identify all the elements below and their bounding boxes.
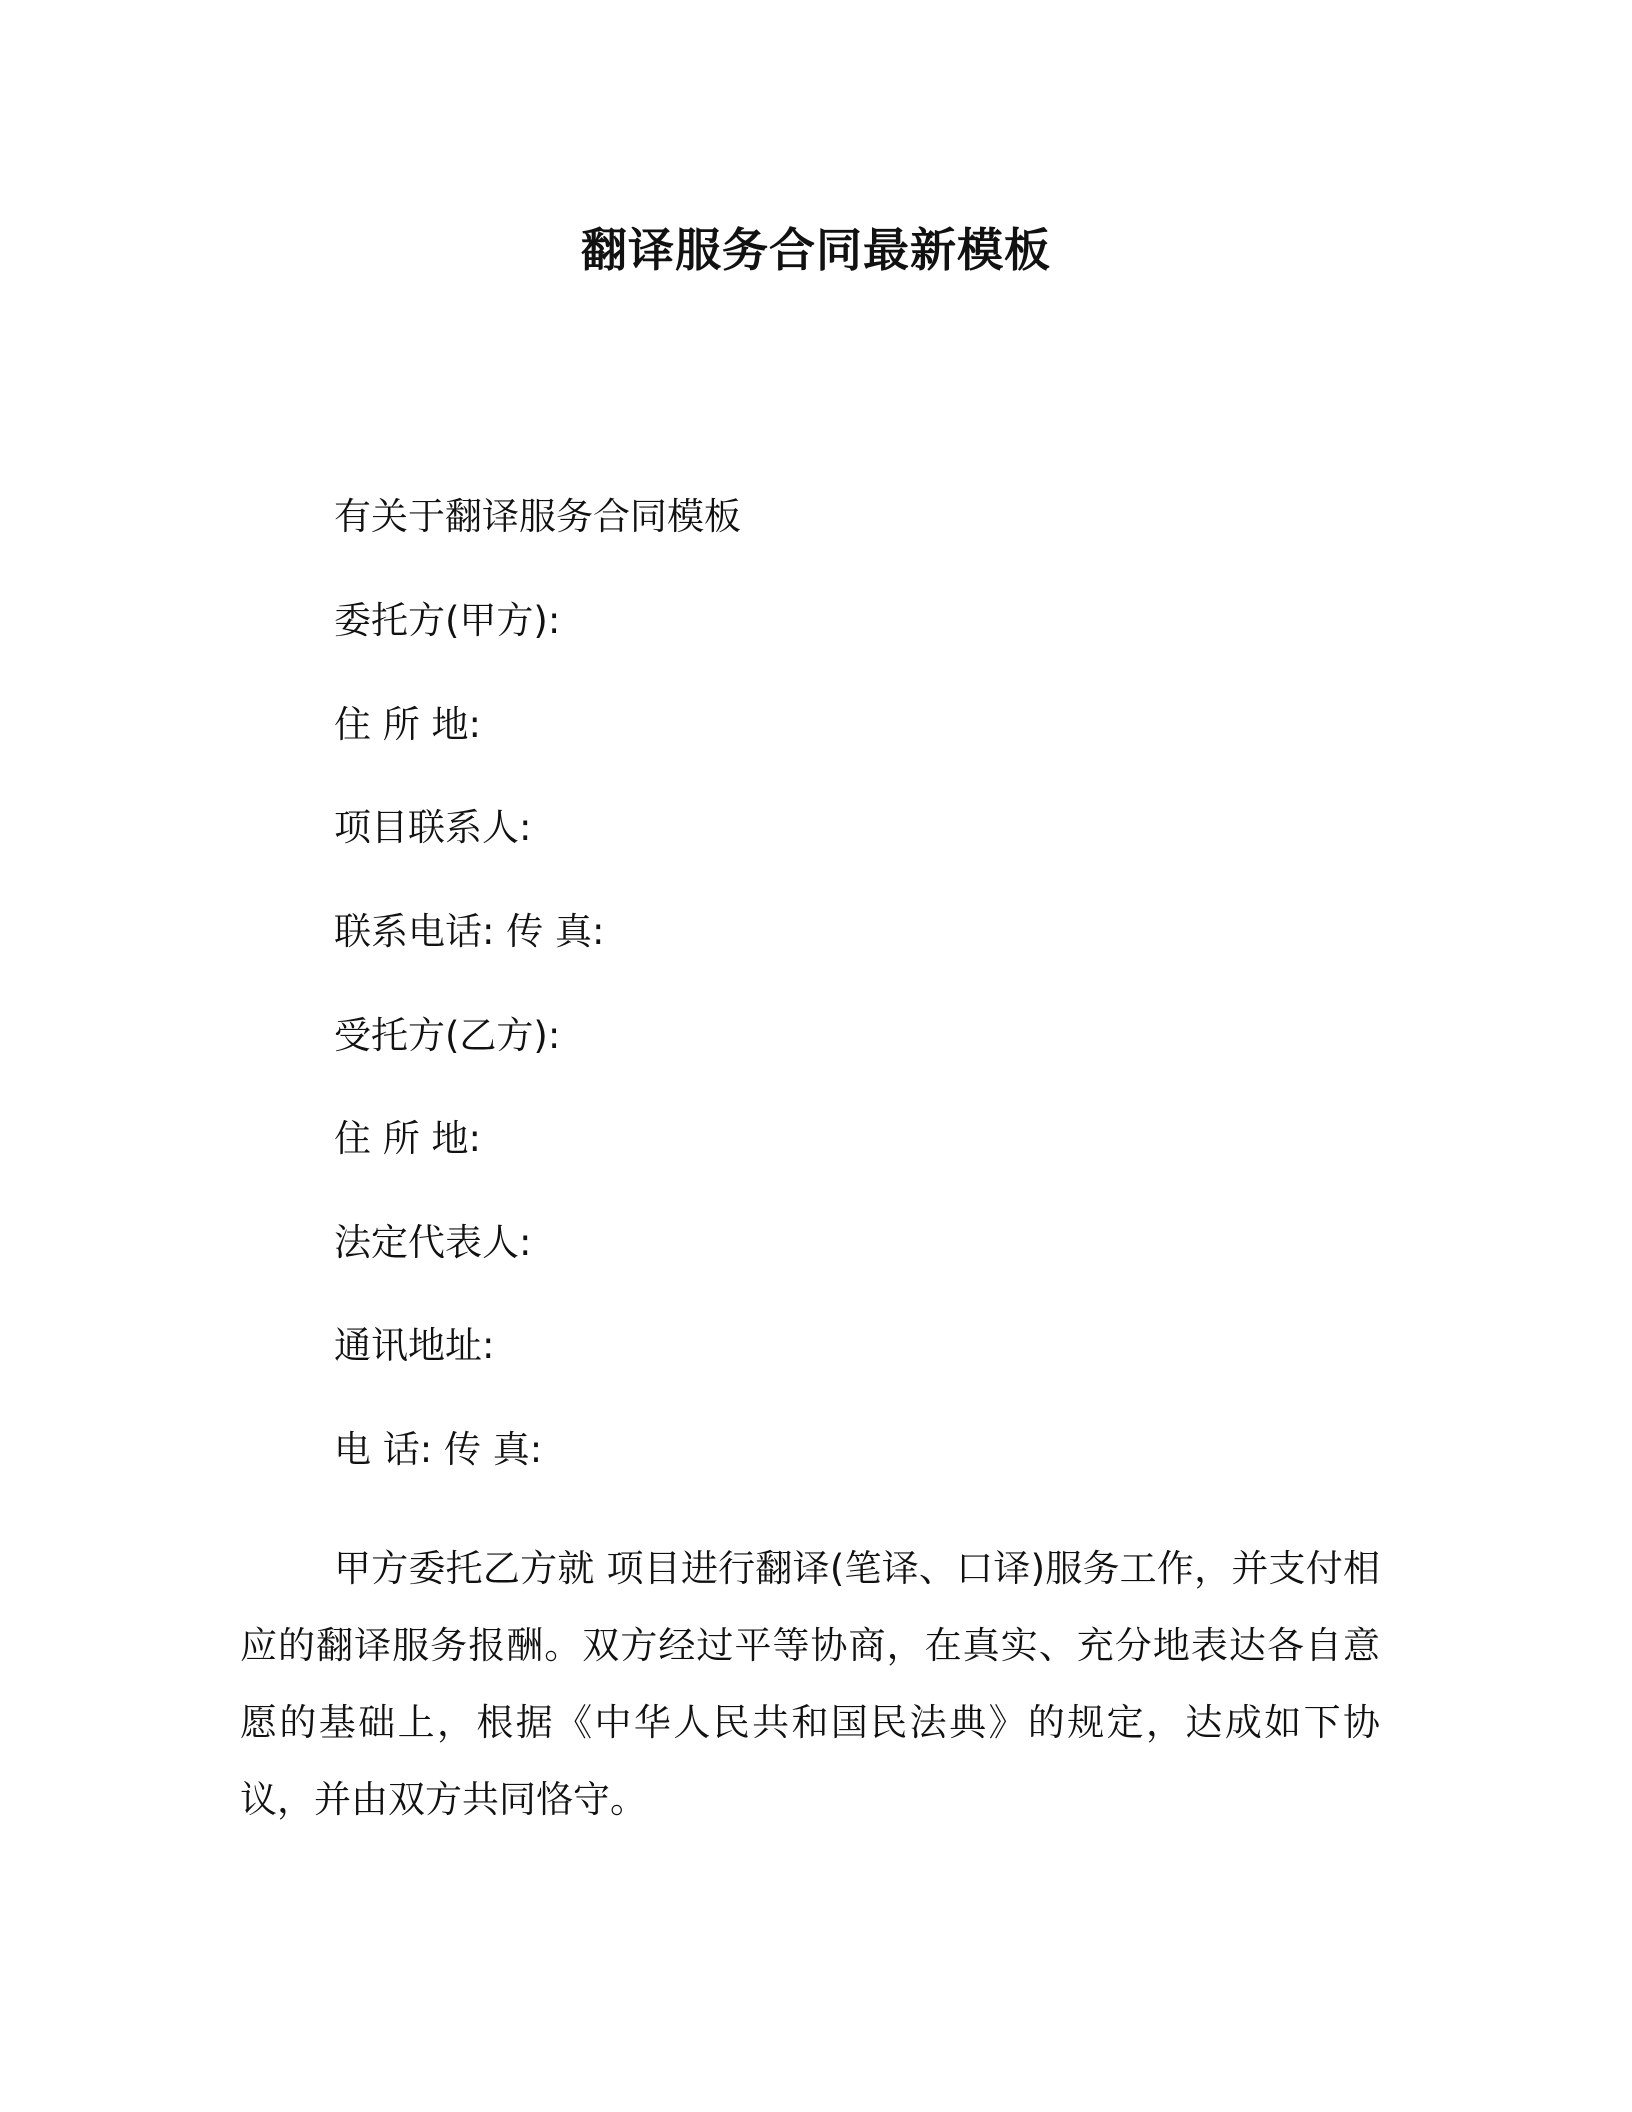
party-b-phone-fax: 电 话: 传 真: [334, 1428, 543, 1471]
party-b-address: 住 所 地: [334, 1117, 481, 1160]
party-b-representative: 法定代表人: [334, 1221, 532, 1264]
party-a-address: 住 所 地: [334, 703, 481, 746]
document-subtitle: 有关于翻译服务合同模板 [334, 495, 741, 538]
contract-body-paragraph: 甲方委托乙方就 项目进行翻译(笔译、口译)服务工作，并支付相应的翻译服务报酬。双方经过平等协商，在真实、充分地表达各自意愿的基础上，根据《中华人民共和国民法典》的规定，达成如下协议，并由双方共同恪守。 [240, 1547, 1380, 1821]
party-b-mailing-address: 通讯地址: [334, 1324, 495, 1367]
party-a-phone-fax: 联系电话: 传 真: [334, 910, 605, 953]
party-a-contact: 项目联系人: [334, 806, 532, 849]
party-a-label: 委托方(甲方): [334, 599, 561, 642]
party-b-label: 受托方(乙方): [334, 1014, 561, 1057]
document-title: 翻译服务合同最新模板 [581, 223, 1051, 277]
